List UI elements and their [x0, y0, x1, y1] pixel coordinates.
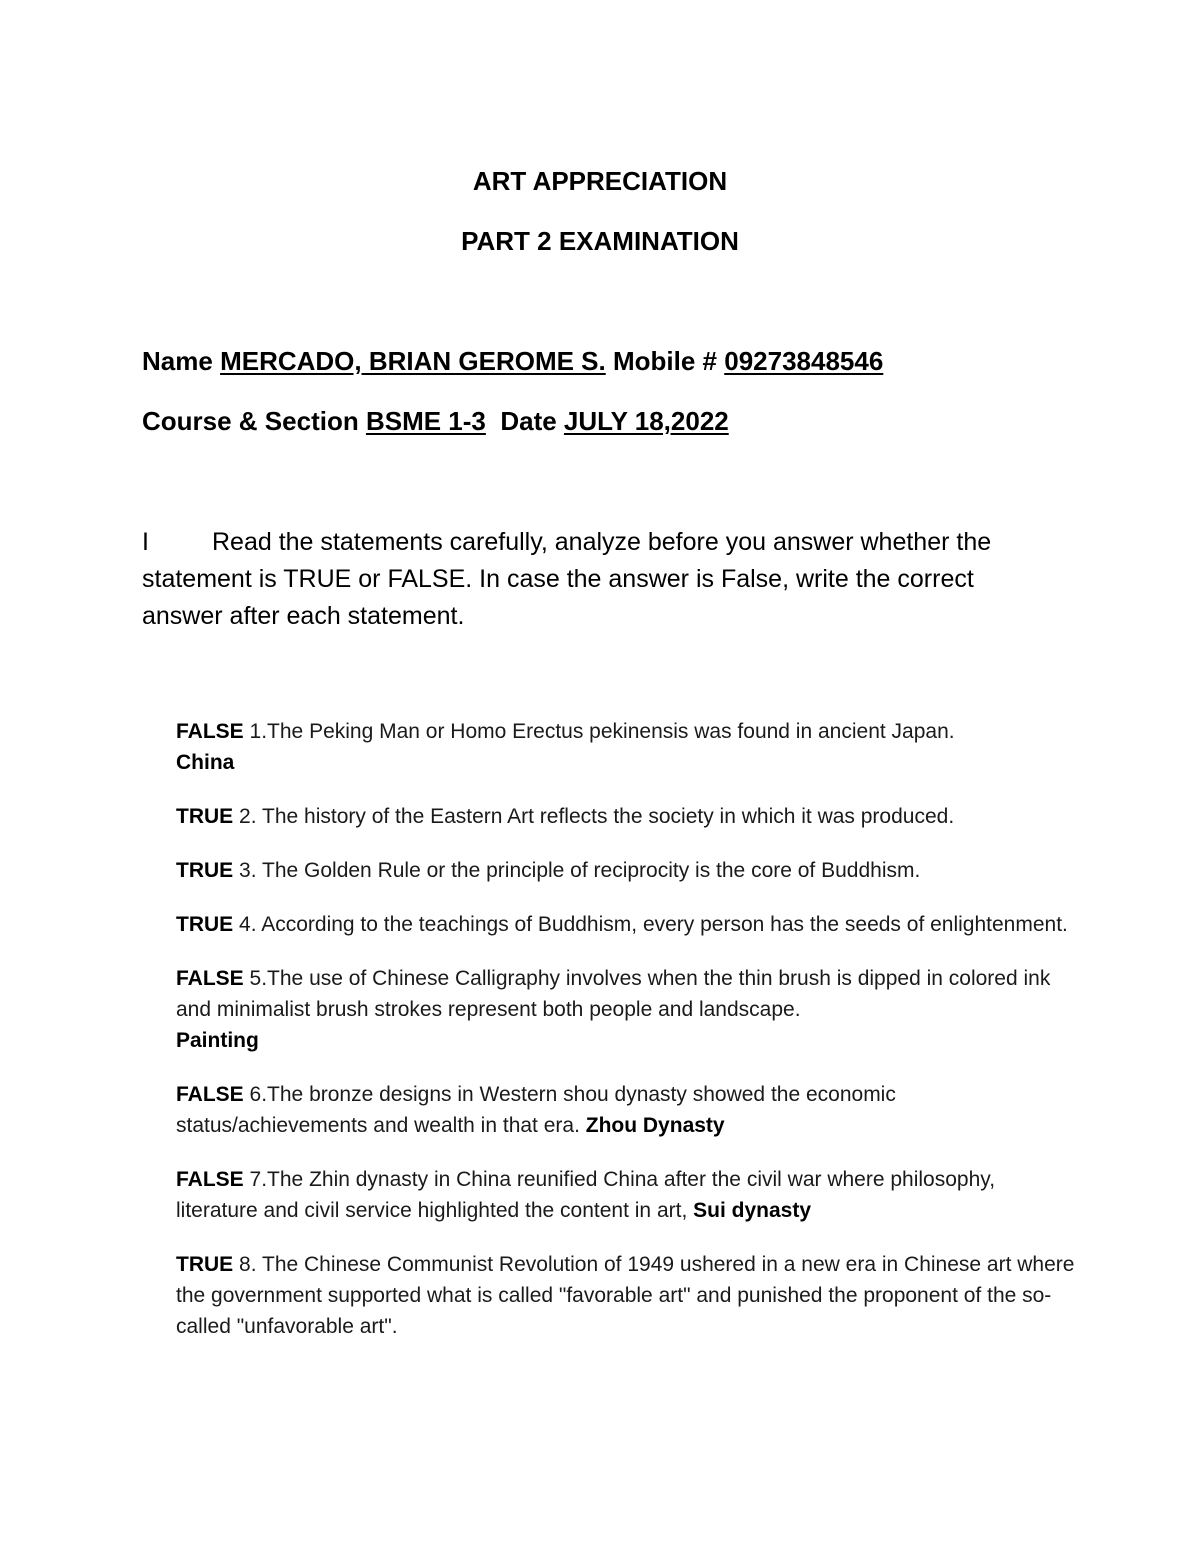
question-item [176, 963, 1076, 1056]
answer-verdict: FALSE [176, 967, 244, 990]
question-number: 4. [239, 913, 257, 936]
answer-correction: China [176, 751, 235, 774]
answer-correction: Painting [176, 1029, 259, 1052]
question-item [176, 909, 1076, 940]
question-item [176, 1249, 1076, 1342]
answer-verdict: FALSE [176, 1168, 244, 1191]
question-item [176, 855, 1076, 886]
name-mobile-line [142, 346, 883, 376]
question-statement: The bronze designs in Western shou dynasty showed the economic status/achievements and wealth in that era. [176, 1083, 896, 1137]
answer-correction: Zhou Dynasty [585, 1114, 725, 1137]
question-number: 6. [249, 1083, 268, 1106]
answer-verdict: TRUE [176, 1253, 234, 1276]
mobile-value: 09273848546 [724, 346, 884, 376]
course-label: Course & Section [142, 406, 359, 436]
question-statement: The Chinese Communist Revolution of 1949 ushered in a new era in Chinese art where the government supported what is called "favorable art" and punished the proponent of the so-called "unfavorable art". [176, 1253, 1075, 1338]
question-number: 1. [249, 720, 268, 743]
question-item [176, 801, 1076, 832]
mobile-label: Mobile # [612, 346, 717, 376]
question-list [176, 716, 1076, 1365]
answer-verdict: TRUE [176, 913, 234, 936]
course-value: BSME 1-3 [365, 406, 486, 436]
question-statement: The Golden Rule or the principle of reciprocity is the core of Buddhism. [262, 859, 921, 882]
question-item [176, 716, 1076, 778]
question-number: 8. [239, 1253, 257, 1276]
question-item [176, 1164, 1076, 1226]
question-number: 7. [249, 1168, 268, 1191]
question-number: 3. [239, 859, 257, 882]
question-statement: The Zhin dynasty in China reunified China after the civil war where philosophy, literature and civil service highlighted the content in art, [176, 1168, 996, 1222]
question-statement: The use of Chinese Calligraphy involves when the thin brush is dipped in colored ink and minimalist brush strokes represent both people and landscape. [176, 967, 1051, 1021]
question-statement: The Peking Man or Homo Erectus pekinensis was found in ancient Japan. [267, 720, 955, 743]
question-number: 5. [249, 967, 268, 990]
question-number: 2. [239, 805, 257, 828]
answer-verdict: TRUE [176, 805, 234, 828]
answer-verdict: FALSE [176, 1083, 244, 1106]
question-statement: The history of the Eastern Art reflects the society in which it was produced. [262, 805, 955, 828]
instructions-text: Read the statements carefully, analyze before you answer whether the statement is TRUE or FALSE. In case the answer is False, write the correct answer after each statement. [142, 528, 992, 630]
instructions [142, 524, 1042, 635]
document-subtitle: PART 2 EXAMINATION [461, 226, 739, 256]
course-date-line [142, 406, 729, 436]
question-statement: According to the teachings of Buddhism, every person has the seeds of enlightenment. [261, 913, 1068, 936]
answer-verdict: TRUE [176, 859, 234, 882]
date-label: Date [500, 406, 557, 436]
date-value: JULY 18,2022 [563, 406, 729, 436]
section-number: I [142, 528, 149, 556]
answer-correction: Sui dynasty [693, 1199, 811, 1222]
document-title: ART APPRECIATION [472, 166, 728, 196]
question-item [176, 1079, 1076, 1141]
name-label: Name [142, 346, 213, 376]
name-value: MERCADO, BRIAN GEROME S. [220, 346, 606, 376]
answer-verdict: FALSE [176, 720, 244, 743]
